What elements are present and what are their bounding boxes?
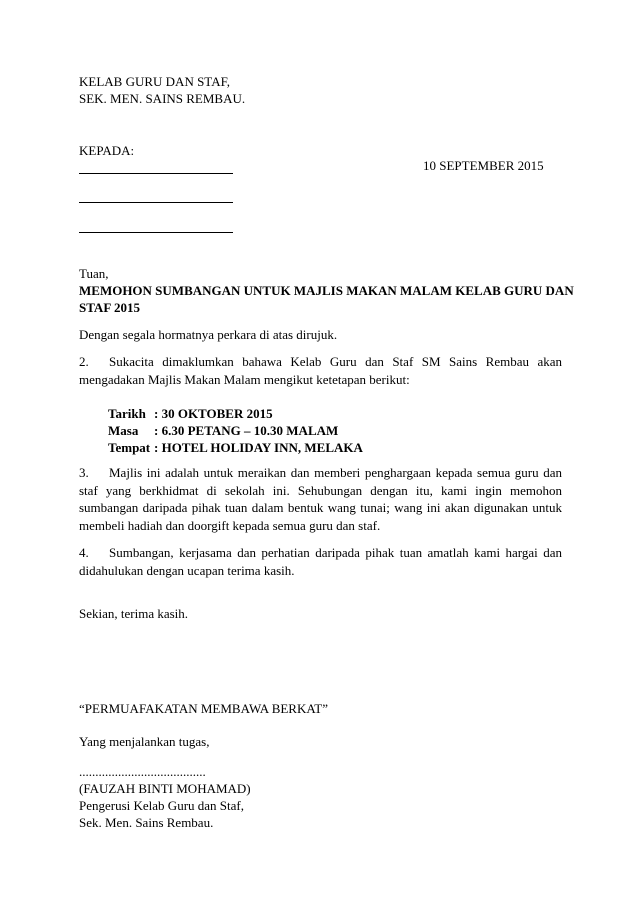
paragraph-4-number: 4. [79,545,89,560]
recipient-address-line-3 [79,232,233,233]
detail-label: Tempat [108,440,151,455]
signatory-title-1: Pengerusi Kelab Guru dan Staf, [79,798,244,813]
paragraph-3-number: 3. [79,465,89,480]
motto: “PERMUAFAKATAN MEMBAWA BERKAT” [79,701,329,716]
paragraph-4-text: Sumbangan, kerjasama dan perhatian daripada pihak tuan amatlah kami hargai dan didahulukan dengan ucapan terima kasih. [79,545,562,578]
detail-value: : 6.30 PETANG – 10.30 MALAM [154,423,339,438]
sender-line-2: SEK. MEN. SAINS REMBAU. [79,91,246,106]
subject-line-1: MEMOHON SUMBANGAN UNTUK MAJLIS MAKAN MALAM KELAB GURU DAN [79,283,574,298]
detail-row-date [108,405,363,422]
letter-date: 10 SEPTEMBER 2015 [423,158,544,173]
salutation: Tuan, [79,266,109,281]
detail-row-venue [108,439,363,456]
recipient-address-line-2 [79,202,233,203]
paragraph-3-text: Majlis ini adalah untuk meraikan dan memberi penghargaan kepada semua guru dan staf yang berkhidmat di sekolah ini. Sehubungan dengan itu, kami ingin memohon sumbangan daripada pihak tuan dalam bentuk wang tunai; wang ini akan digunakan untuk membeli hadiah dan doorgift kepada semua guru dan staf. [79,465,562,533]
recipient-address-line-1 [79,173,233,174]
intro-paragraph: Dengan segala hormatnya perkara di atas dirujuk. [79,327,338,342]
event-details [108,405,363,456]
paragraph-4 [79,544,562,579]
detail-label: Tarikh [108,406,146,421]
paragraph-2 [79,353,562,388]
closing-line: Sekian, terima kasih. [79,606,189,621]
sender-line-1: KELAB GURU DAN STAF, [79,74,231,89]
signatory-title-2: Sek. Men. Sains Rembau. [79,815,214,830]
signature-dots: ....................................... [79,764,206,779]
detail-row-time [108,422,363,439]
paragraph-2-number: 2. [79,354,89,369]
paragraph-2-text: Sukacita dimaklumkan bahawa Kelab Guru dan Staf SM Sains Rembau akan mengadakan Majlis Makan Malam mengikut ketetapan berikut: [79,354,562,387]
recipient-label: KEPADA: [79,143,135,158]
detail-label: Masa [108,423,139,438]
paragraph-3 [79,464,562,534]
signatory-name: (FAUZAH BINTI MOHAMAD) [79,781,251,796]
subject-line-2: STAF 2015 [79,300,141,315]
detail-value: : HOTEL HOLIDAY INN, MELAKA [154,440,363,455]
detail-value: : 30 OKTOBER 2015 [154,406,273,421]
duty-line: Yang menjalankan tugas, [79,734,210,749]
